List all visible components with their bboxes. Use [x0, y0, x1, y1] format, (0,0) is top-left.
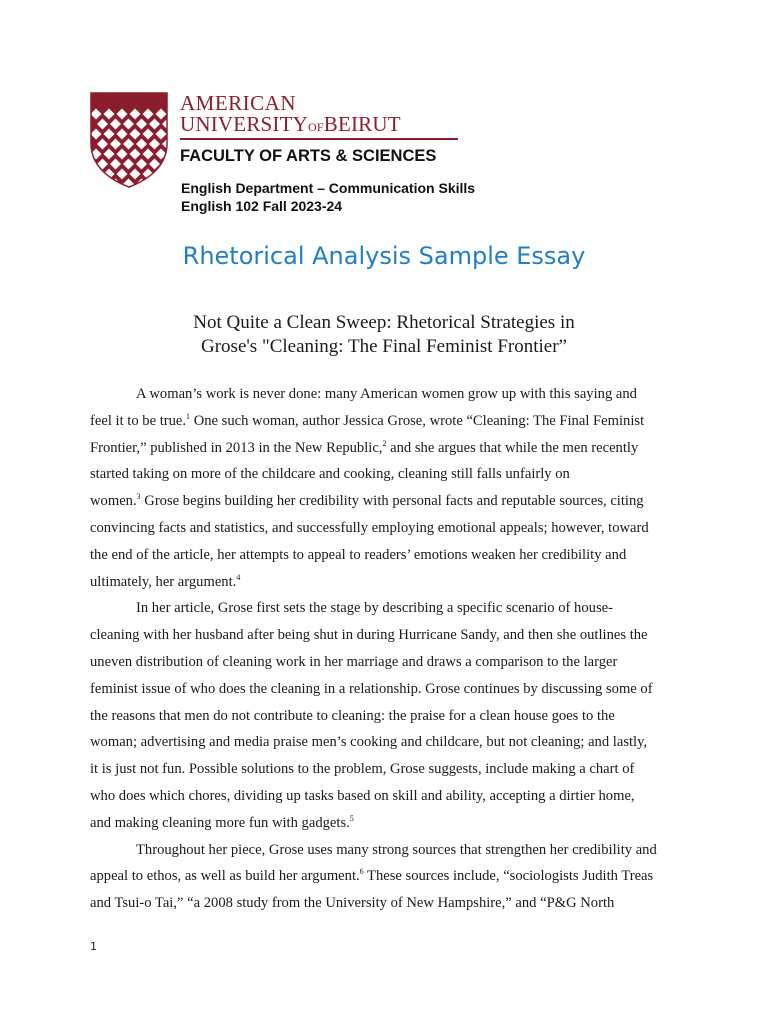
paragraph-line — [90, 783, 680, 810]
footnote-marker[interactable]: 3 — [136, 492, 141, 502]
paragraph-line — [90, 515, 680, 542]
paragraph-line — [90, 435, 680, 462]
footnote-marker[interactable]: 6 — [359, 867, 364, 877]
university-logo — [90, 92, 470, 192]
footnote-marker[interactable]: 1 — [186, 411, 191, 421]
aub-shield-icon — [90, 92, 168, 188]
document-title: Rhetorical Analysis Sample Essay — [182, 242, 586, 270]
faculty-name: FACULTY OF ARTS & SCIENCES — [180, 147, 437, 165]
footnote-marker[interactable]: 4 — [236, 572, 241, 582]
line-text: uneven distribution of cleaning work in her marriage and draws a comparison to the larger — [90, 653, 618, 670]
paragraph-line — [90, 703, 680, 730]
essay-paragraph — [90, 837, 680, 917]
course-line: English 102 Fall 2023-24 — [181, 198, 343, 214]
line-text: it is just not fun. Possible solutions to the problem, Grose suggests, include making a chart of — [90, 761, 635, 778]
shield-diamond — [97, 179, 108, 189]
paragraph-line — [90, 837, 680, 864]
line-text: woman; advertising and media praise men’s cooking and childcare, but not cleaning; and lastly, — [90, 734, 648, 751]
paragraph-line — [90, 408, 680, 435]
paragraph-line — [90, 461, 680, 488]
page-number: 1 — [90, 940, 97, 953]
course-info — [181, 179, 475, 215]
footnote-marker[interactable]: 2 — [382, 438, 387, 448]
line-text: Throughout her piece, Grose uses many strong sources that strengthen her credibility and — [136, 841, 657, 858]
line-text: and she argues that while the men recently — [386, 439, 639, 456]
line-text: women. — [90, 493, 137, 510]
line-text: One such woman, author Jessica Grose, wrote “Cleaning: The Final Feminist — [190, 412, 645, 429]
paragraph-line — [90, 863, 680, 890]
paragraph-line — [90, 756, 680, 783]
line-text: In her article, Grose first sets the stage by describing a specific scenario of house- — [136, 600, 613, 617]
line-text: Frontier,” published in 2013 in the New Republic, — [90, 439, 383, 456]
essay-title — [0, 311, 768, 359]
paragraph-line — [90, 649, 680, 676]
paragraph-line — [90, 542, 680, 569]
line-text: Grose begins building her credibility with personal facts and reputable sources, citing — [140, 493, 644, 510]
essay-title-line1: Not Quite a Clean Sweep: Rhetorical Strategies in — [193, 312, 575, 333]
department-line: English Department – Communication Skills — [181, 180, 476, 196]
line-text: These sources include, “sociologists Judith Treas — [363, 868, 654, 885]
line-text: convincing facts and statistics, and successfully employing emotional appeals; however, toward — [90, 519, 649, 536]
university-name-line1: AMERICAN — [180, 91, 297, 115]
paragraph-line — [90, 810, 680, 837]
shield-diamond — [156, 169, 167, 180]
line-text: the reasons that men do not contribute to cleaning: the praise for a clean house goes to the — [90, 707, 615, 724]
essay-title-line2: Grose's "Cleaning: The Final Feminist Frontier” — [201, 336, 567, 357]
paragraph-line — [90, 569, 680, 596]
essay-paragraph — [90, 381, 680, 595]
paragraph-line — [90, 676, 680, 703]
paragraph-line — [90, 381, 680, 408]
essay-paragraph — [90, 595, 680, 836]
line-text: appeal to ethos, as well as build her argument. — [90, 868, 360, 885]
university-name-line2: UNIVERSITYOFBEIRUT — [180, 112, 401, 136]
essay-body — [90, 381, 680, 917]
shield-diamond — [162, 179, 168, 189]
paragraph-line — [90, 488, 680, 515]
shield-diamond — [91, 169, 102, 180]
line-text: ultimately, her argument. — [90, 573, 237, 590]
line-text: feminist issue of who does the cleaning in a relationship. Grose continues by discussing some of — [90, 680, 653, 697]
line-text: and making cleaning more fun with gadgets. — [90, 814, 350, 831]
paragraph-line — [90, 729, 680, 756]
line-text: A woman’s work is never done: many American women grow up with this saying and — [136, 386, 637, 402]
line-text: feel it to be true. — [90, 412, 187, 429]
line-text: the end of the article, her attempts to appeal to readers’ emotions weaken her credibility and — [90, 546, 627, 563]
paragraph-line — [90, 890, 680, 917]
logo-divider — [180, 138, 458, 140]
paragraph-line — [90, 622, 680, 649]
shield-diamond — [149, 179, 160, 189]
line-text: and Tsui-o Tai,” “a 2008 study from the University of New Hampshire,” and “P&G North — [90, 895, 615, 912]
line-text: started taking on more of the childcare and cooking, cleaning still falls unfairly on — [90, 466, 570, 483]
footnote-marker[interactable]: 5 — [349, 813, 354, 823]
line-text: who does which chores, dividing up tasks based on skill and ability, accepting a dirtier home, — [90, 787, 635, 804]
line-text: cleaning with her husband after being shut in during Hurricane Sandy, and then she outlines the — [90, 627, 648, 644]
paragraph-line — [90, 595, 680, 622]
